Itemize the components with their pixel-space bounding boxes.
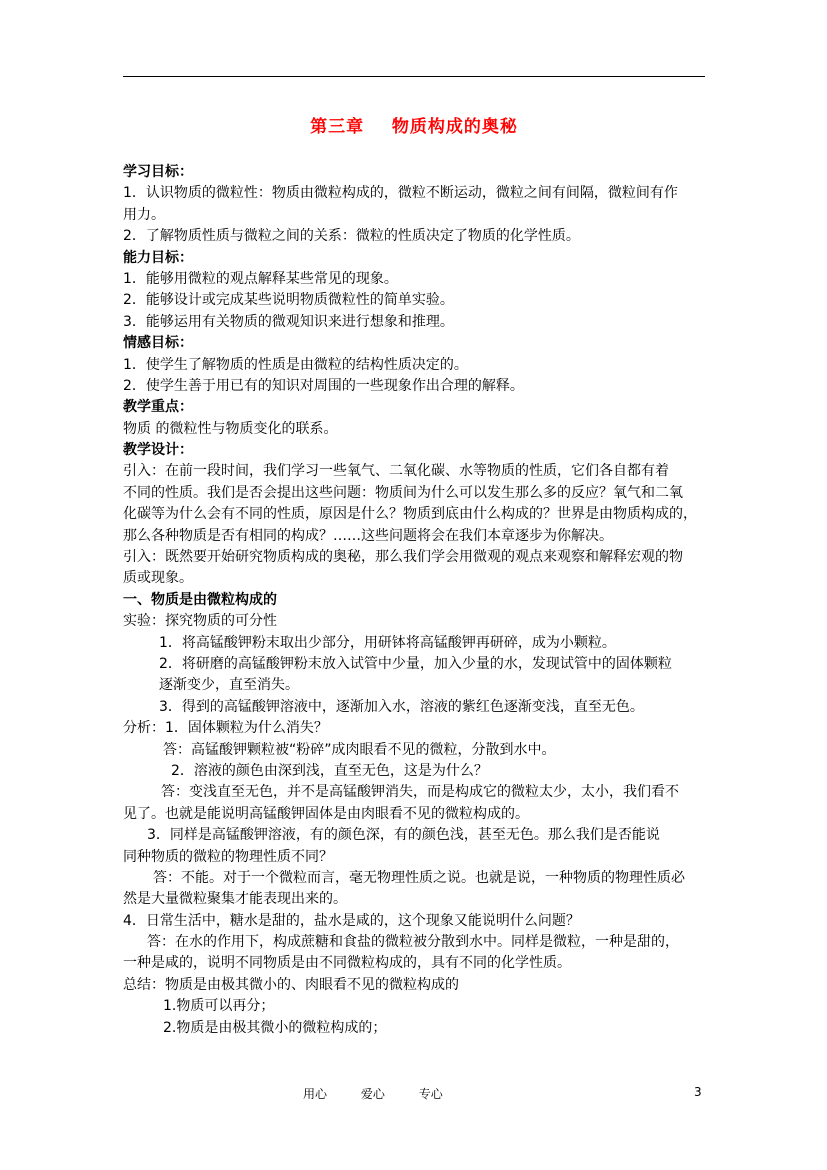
text-line: 实验：探究物质的可分性 — [123, 613, 277, 630]
section-heading: 一、物质是由微粒构成的 — [123, 591, 277, 608]
text-line: 1．认识物质的微粒性：物质由微粒构成的，微粒不断运动，微粒之间有间隔，微粒间有作 — [123, 185, 678, 202]
page-number: 3 — [694, 1085, 702, 1099]
text-line: 质或现象。 — [123, 570, 193, 587]
text-line: 答：高锰酸钾颗粒被“粉碎”成肉眼看不见的微粒，分散到水中。 — [163, 741, 556, 758]
text-line: 4．日常生活中，糖水是甜的，盐水是咸的，这个现象又能说明什么问题？ — [123, 912, 580, 929]
text-line: 1．能够用微粒的观点解释某些常见的现象。 — [123, 270, 398, 287]
text-line: 答：变浅直至无色，并不是高锰酸钾消失，而是构成它的微粒太少，太小，我们看不 — [161, 784, 679, 801]
document-body — [123, 162, 708, 1039]
text-line: 一种是咸的，说明不同物质是由不同微粒构成的，具有不同的化学性质。 — [123, 955, 571, 972]
text-line: 2．了解物质性质与微粒之间的关系：微粒的性质决定了物质的化学性质。 — [123, 228, 580, 245]
footer-motto — [303, 1085, 473, 1102]
section-heading: 情感目标： — [123, 335, 193, 352]
text-line: 3．能够运用有关物质的微观知识来进行想象和推理。 — [123, 313, 454, 330]
header-rule — [123, 76, 705, 77]
footer-item: 爱心 — [360, 1087, 385, 1101]
section-heading: 教学重点： — [123, 399, 193, 416]
section-heading: 学习目标： — [123, 164, 193, 180]
text-line: 引入：既然要开始研究物质构成的奥秘，那么我们学会用微观的观点来观察和解释宏观的物 — [123, 549, 683, 566]
text-line: 2．使学生善于用已有的知识对周围的一些现象作出合理的解释。 — [123, 377, 524, 394]
text-line: 3．得到的高锰酸钾溶液中，逐渐加入水，溶液的紫红色逐渐变浅，直至无色。 — [159, 698, 644, 715]
text-line: 2.物质是由极其微小的微粒构成的； — [163, 1019, 387, 1036]
text-line: 然是大量微粒聚集才能表现出来的。 — [123, 891, 347, 908]
text-line: 2．溶液的颜色由深到浅，直至无色，这是为什么？ — [171, 762, 488, 779]
text-line: 3．同样是高锰酸钾溶液，有的颜色深，有的颜色浅，甚至无色。那么我们是否能说 — [147, 827, 660, 844]
text-line: 化碳等为什么会有不同的性质，原因是什么？物质到底由什么构成的？世界是由物质构成的， — [123, 506, 697, 523]
footer-item: 专心 — [418, 1087, 443, 1101]
text-line: 分析：1．固体颗粒为什么消失？ — [123, 720, 328, 737]
text-line: 总结：物质是由极其微小的、肉眼看不见的微粒构成的 — [123, 976, 459, 993]
text-line: 同种物质的微粒的物理性质不同？ — [123, 848, 333, 865]
chapter-title: 第三章 物质构成的奥秘 — [310, 117, 518, 137]
text-line: 见了。也就是能说明高锰酸钾固体是由肉眼看不见的微粒构成的。 — [123, 805, 529, 822]
text-line: 1.物质可以再分； — [163, 998, 275, 1015]
text-line: 用力。 — [123, 206, 165, 223]
text-line: 那么各种物质是否有相同的构成？……这些问题将会在我们本章逐步为你解决。 — [123, 527, 613, 544]
section-heading: 教学设计： — [123, 442, 193, 459]
text-line: 物质 的微粒性与物质变化的联系。 — [123, 420, 338, 437]
text-line: 1．将高锰酸钾粉末取出少部分，用研钵将高锰酸钾再研碎，成为小颗粒。 — [159, 634, 616, 651]
text-line: 2．能够设计或完成某些说明物质微粒性的简单实验。 — [123, 292, 454, 309]
text-line: 1．使学生了解物质的性质是由微粒的结构性质决定的。 — [123, 356, 468, 373]
text-line: 逐渐变少，直至消失。 — [159, 677, 299, 694]
text-line: 答：不能。对于一个微粒而言，毫无物理性质之说。也就是说，一种物质的物理性质必 — [153, 869, 685, 886]
text-line: 答：在水的作用下，构成蔗糖和食盐的微粒被分散到水中。同样是微粒，一种是甜的， — [147, 934, 679, 951]
section-heading: 能力目标： — [123, 249, 193, 266]
footer-item: 用心 — [303, 1087, 328, 1101]
text-line: 2．将研磨的高锰酸钾粉末放入试管中少量，加入少量的水，发现试管中的固体颗粒 — [159, 655, 672, 672]
text-line: 不同的性质。我们是否会提出这些问题：物质间为什么可以发生那么多的反应？氧气和二氧 — [123, 484, 683, 501]
text-line: 引入：在前一段时间，我们学习一些氧气、二氧化碳、水等物质的性质，它们各自都有着 — [123, 463, 669, 480]
